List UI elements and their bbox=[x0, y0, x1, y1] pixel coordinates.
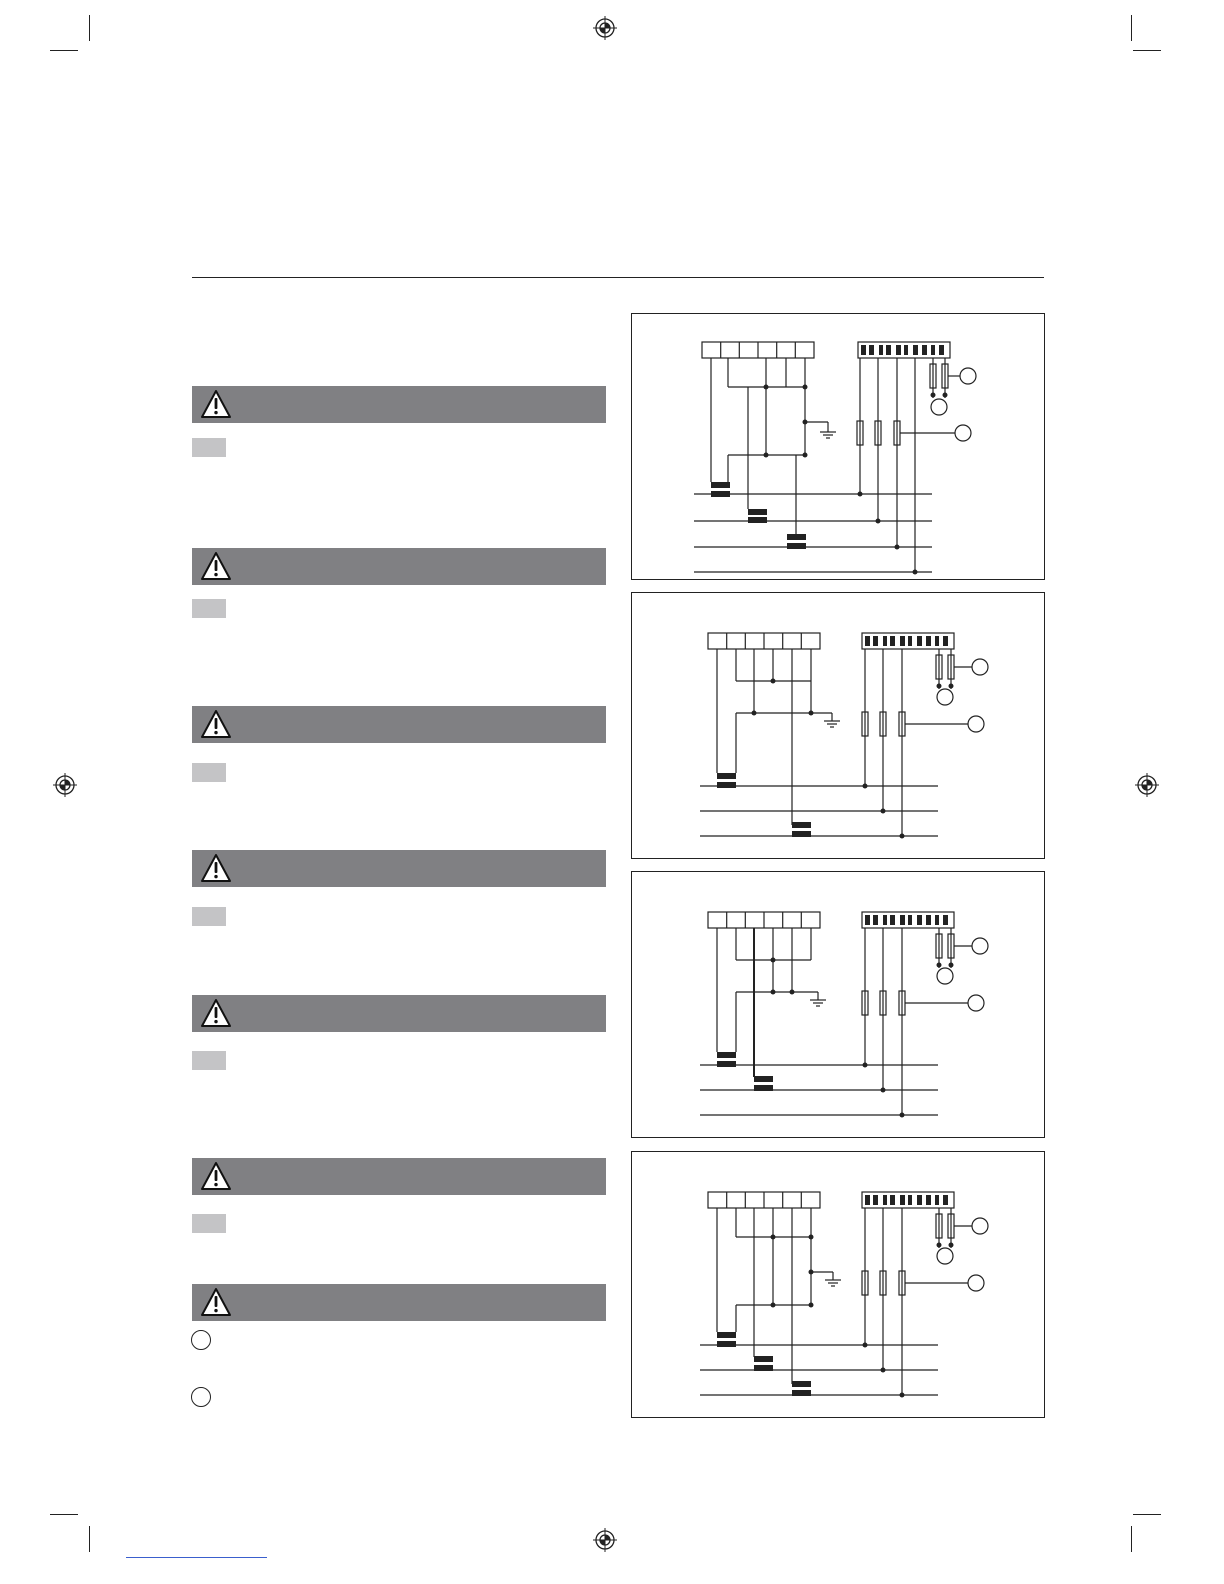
warning-bar bbox=[192, 706, 606, 743]
footer-link-underline[interactable] bbox=[126, 1557, 267, 1558]
trim-mark bbox=[50, 50, 78, 51]
warning-icon bbox=[200, 998, 232, 1029]
warning-icon bbox=[200, 1287, 232, 1318]
note-chip bbox=[192, 907, 226, 926]
trim-mark bbox=[50, 1514, 78, 1515]
warning-bar bbox=[192, 1158, 606, 1195]
warning-bar bbox=[192, 386, 606, 423]
trim-mark bbox=[1133, 1514, 1161, 1515]
wiring-diagram bbox=[631, 871, 1045, 1138]
registration-mark-icon bbox=[593, 1528, 617, 1552]
note-chip bbox=[192, 1214, 226, 1233]
wiring-diagram bbox=[631, 1151, 1045, 1418]
note-chip bbox=[192, 438, 226, 457]
warning-icon bbox=[200, 551, 232, 582]
note-chip bbox=[192, 599, 226, 618]
registration-mark-icon bbox=[1135, 773, 1159, 797]
warning-icon bbox=[200, 853, 232, 884]
trim-mark bbox=[1131, 1526, 1132, 1552]
wiring-diagram bbox=[631, 313, 1045, 580]
note-chip bbox=[192, 1051, 226, 1070]
warning-icon bbox=[200, 389, 232, 420]
wiring-diagram bbox=[631, 592, 1045, 859]
warning-bar bbox=[192, 850, 606, 887]
legend-callout-circle bbox=[191, 1330, 211, 1350]
note-chip bbox=[192, 763, 226, 782]
warning-bar bbox=[192, 995, 606, 1032]
trim-mark bbox=[1131, 15, 1132, 41]
trim-mark bbox=[89, 15, 90, 41]
registration-mark-icon bbox=[593, 16, 617, 40]
warning-icon bbox=[200, 1161, 232, 1192]
warning-bar bbox=[192, 548, 606, 585]
trim-mark bbox=[89, 1526, 90, 1552]
warning-bar bbox=[192, 1284, 606, 1321]
legend-callout-circle bbox=[191, 1387, 211, 1407]
header-rule bbox=[192, 277, 1044, 278]
registration-mark-icon bbox=[53, 773, 77, 797]
trim-mark bbox=[1133, 50, 1161, 51]
warning-icon bbox=[200, 709, 232, 740]
